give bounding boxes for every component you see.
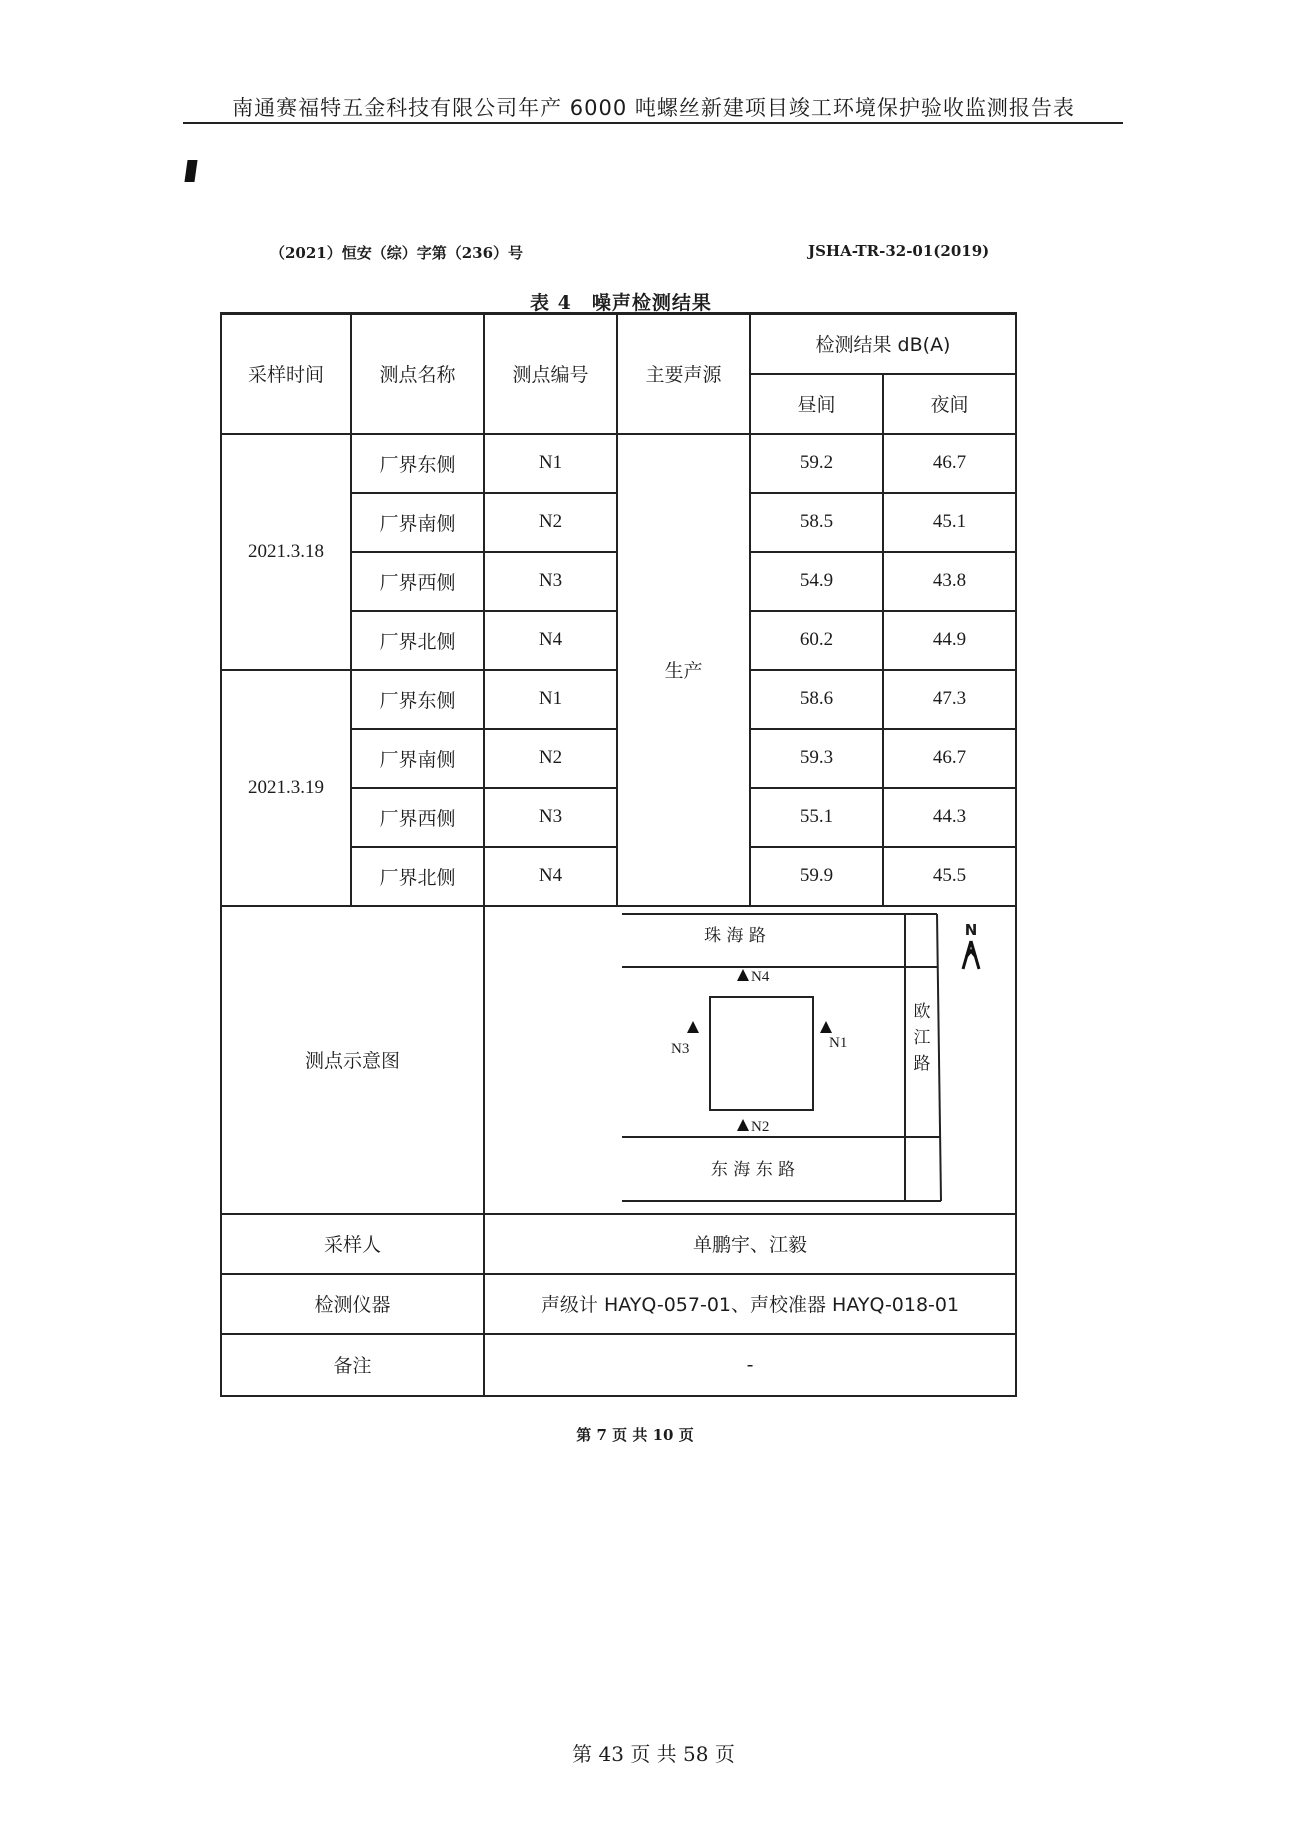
night-value: 45.1 [883,493,1016,552]
point-id: N3 [484,552,617,611]
day-value: 59.2 [750,434,883,493]
n2-label: N2 [751,1118,770,1135]
day-value: 58.5 [750,493,883,552]
north-arrow-icon [963,921,979,969]
point-name: 厂界东侧 [351,434,484,493]
header-point-id: 测点编号 [484,314,617,434]
noise-results-table [220,312,1017,1397]
night-value: 47.3 [883,670,1016,729]
point-id: N1 [484,670,617,729]
compass-label: N [964,920,978,939]
header-sampling-time: 采样时间 [221,314,351,434]
night-value: 44.3 [883,788,1016,847]
inner-page-number: 第 7 页 共 10 页 [576,1426,694,1444]
factory-boundary [710,997,813,1110]
point-id: N4 [484,847,617,906]
n2-marker-icon [737,1119,749,1131]
header-rule [183,122,1123,124]
day-value: 59.9 [750,847,883,906]
road-east-label-char: 江 [913,1027,931,1048]
report-number: （2021）恒安（综）字第（236）号 [270,244,524,262]
n4-label: N4 [751,968,770,985]
point-name: 厂界南侧 [351,729,484,788]
night-value: 46.7 [883,434,1016,493]
road-east-label-char: 欧 [913,1001,931,1022]
day-value: 55.1 [750,788,883,847]
instrument-value: 声级计 HAYQ-057-01、声校准器 HAYQ-018-01 [484,1274,1016,1334]
point-id: N1 [484,434,617,493]
point-name: 厂界西侧 [351,552,484,611]
header-result: 检测结果 dB(A) [750,314,1016,374]
site-map-cell [484,906,1016,1214]
point-id: N4 [484,611,617,670]
table-row [221,434,1016,493]
night-value: 44.9 [883,611,1016,670]
night-value: 46.7 [883,729,1016,788]
n3-label: N3 [671,1040,690,1057]
form-code: JSHA-TR-32-01(2019) [808,242,990,260]
remark-value: - [484,1334,1016,1396]
header-main-source: 主要声源 [617,314,750,434]
point-id: N2 [484,493,617,552]
header-point-name: 测点名称 [351,314,484,434]
sampling-date: 2021.3.19 [221,670,351,906]
diagram-label: 测点示意图 [221,906,484,1214]
remark-label: 备注 [221,1334,484,1396]
road-east-label-char: 路 [913,1053,931,1074]
day-value: 54.9 [750,552,883,611]
point-name: 厂界南侧 [351,493,484,552]
night-value: 43.8 [883,552,1016,611]
road-east-right-edge [937,914,941,1201]
page-number: 第 43 页 共 58 页 [572,1742,735,1766]
table-caption: 表 4 噪声检测结果 [530,292,712,314]
report-header-title: 南通赛福特五金科技有限公司年产 6000 吨螺丝新建项目竣工环境保护验收监测报告表 [232,96,1075,120]
point-name: 厂界北侧 [351,847,484,906]
point-name: 厂界西侧 [351,788,484,847]
header-night: 夜间 [883,374,1016,434]
header-day: 昼间 [750,374,883,434]
day-value: 60.2 [750,611,883,670]
sampler-value: 单鹏宇、江毅 [484,1214,1016,1274]
site-map [485,907,1017,1215]
n3-marker-icon [687,1021,699,1033]
main-source: 生产 [617,434,750,906]
day-value: 58.6 [750,670,883,729]
n1-marker-icon [820,1021,832,1033]
sampler-label: 采样人 [221,1214,484,1274]
scan-mark [184,160,197,182]
point-name: 厂界东侧 [351,670,484,729]
n1-label: N1 [829,1034,848,1051]
road-south-label: 东 海 东 路 [710,1159,796,1180]
instrument-label: 检测仪器 [221,1274,484,1334]
road-north-label: 珠 海 路 [704,925,766,946]
night-value: 45.5 [883,847,1016,906]
day-value: 59.3 [750,729,883,788]
n4-marker-icon [737,969,749,981]
point-name: 厂界北侧 [351,611,484,670]
point-id: N3 [484,788,617,847]
point-id: N2 [484,729,617,788]
sampling-date: 2021.3.18 [221,434,351,670]
